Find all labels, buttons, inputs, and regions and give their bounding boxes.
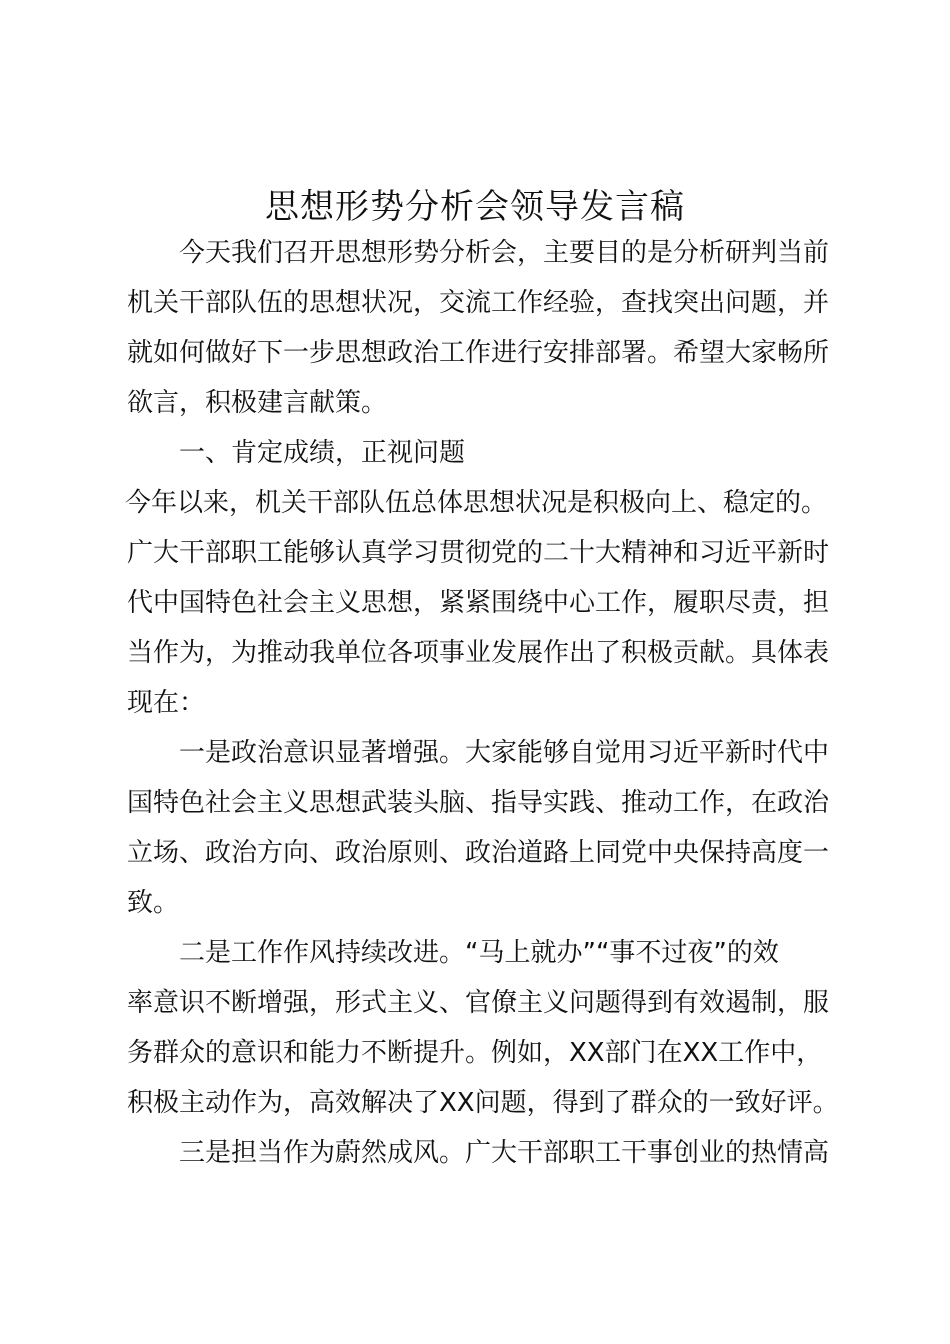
paragraph-line: 欲言，积极建言献策。 bbox=[127, 388, 388, 418]
paragraph-line: 一是政治意识显著增强。大家能够自觉用习近平新时代中 bbox=[179, 738, 830, 768]
section-heading: 一、肯定成绩，正视问题 bbox=[179, 438, 466, 468]
paragraph-line: 当作为，为推动我单位各项事业发展作出了积极贡献。具体表 bbox=[127, 638, 830, 668]
paragraph-line: 广大干部职工能够认真学习贯彻党的二十大精神和习近平新时 bbox=[127, 538, 830, 568]
paragraph-line: 积极主动作为，高效解决了XX问题，得到了群众的一致好评。 bbox=[127, 1088, 839, 1118]
paragraph-line: 今天我们召开思想形势分析会，主要目的是分析研判当前 bbox=[179, 238, 830, 268]
paragraph-line: 机关干部队伍的思想状况，交流工作经验，查找突出问题，并 bbox=[127, 288, 830, 318]
document-title: 思想形势分析会领导发言稿 bbox=[265, 187, 685, 227]
paragraph-line: 国特色社会主义思想武装头脑、指导实践、推动工作，在政治 bbox=[127, 788, 830, 818]
paragraph-line: 代中国特色社会主义思想，紧紧围绕中心工作，履职尽责，担 bbox=[127, 588, 830, 618]
paragraph-line: 现在： bbox=[127, 688, 206, 718]
paragraph-line: 致。 bbox=[127, 888, 180, 918]
paragraph-line: 立场、政治方向、政治原则、政治道路上同党中央保持高度一 bbox=[127, 838, 830, 868]
paragraph-line: 就如何做好下一步思想政治工作进行安排部署。希望大家畅所 bbox=[127, 338, 830, 368]
paragraph-line: 务群众的意识和能力不断提升。例如，XX部门在XX工作中， bbox=[127, 1038, 823, 1068]
paragraph-line: 率意识不断增强，形式主义、官僚主义问题得到有效遏制，服 bbox=[127, 988, 830, 1018]
paragraph-line: 今年以来，机关干部队伍总体思想状况是积极向上、稳定的。 bbox=[125, 488, 828, 518]
paragraph-line: 二是工作作风持续改进。“马上就办”“事不过夜”的效 bbox=[179, 938, 779, 968]
paragraph-line: 三是担当作为蔚然成风。广大干部职工干事创业的热情高 bbox=[179, 1138, 830, 1168]
